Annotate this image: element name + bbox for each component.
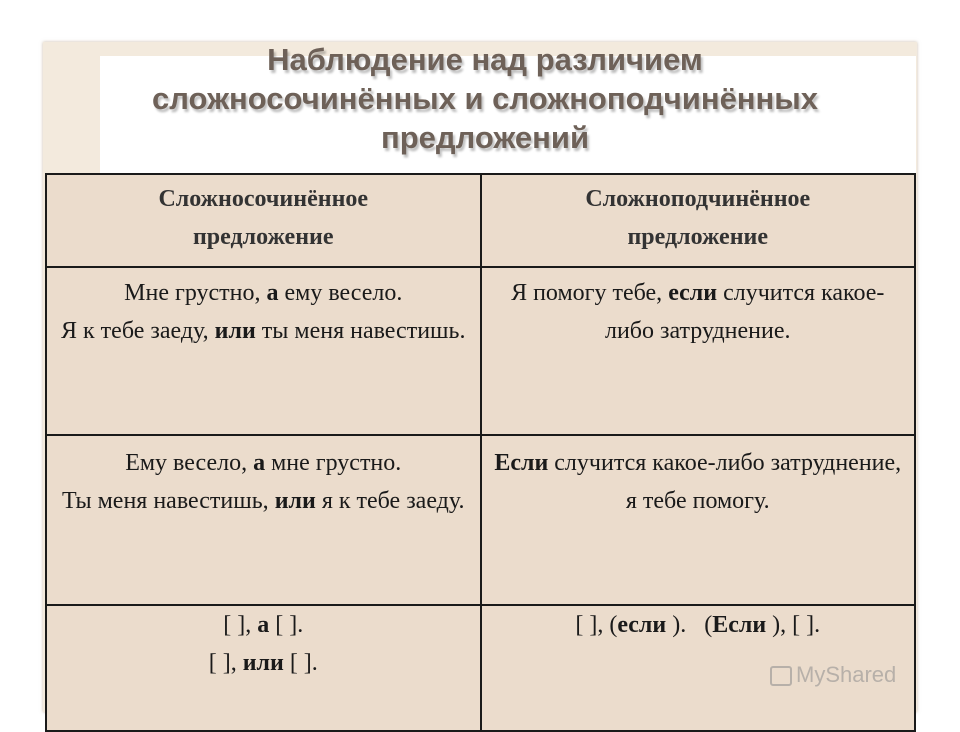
- cell-complex-example-1: Я помогу тебе, если случится какое-либо затруднение.: [481, 267, 916, 435]
- slide-title: [60, 40, 910, 157]
- table-row: [46, 435, 915, 605]
- cell-compound-example-1: Мне грустно, а ему весело. Я к тебе заеду, или ты меня навестишь.: [46, 267, 481, 435]
- cell-complex-example-2: Если случится какое-либо затруднение, я тебе помогу.: [481, 435, 916, 605]
- cell-compound-example-2: Ему весело, а мне грустно. Ты меня навестишь, или я к тебе заеду.: [46, 435, 481, 605]
- title-line-1: Наблюдение над различием: [267, 42, 703, 77]
- watermark: MyShared: [770, 662, 896, 688]
- header-complex: Сложноподчинённое предложение: [481, 174, 916, 267]
- myshared-logo-icon: [770, 666, 792, 686]
- title-line-3: предложений: [380, 120, 590, 155]
- cell-compound-scheme: [ ], а [ ]. [ ], или [ ].: [46, 605, 481, 731]
- table-row: [46, 267, 915, 435]
- header-row: [46, 174, 915, 267]
- cell-complex-scheme: [ ], (если ). (Если ), [ ].: [481, 605, 916, 731]
- title-line-2: сложносочинённых и сложноподчинённых: [152, 81, 818, 116]
- comparison-table: [45, 173, 916, 732]
- header-compound: Сложносочинённое предложение: [46, 174, 481, 267]
